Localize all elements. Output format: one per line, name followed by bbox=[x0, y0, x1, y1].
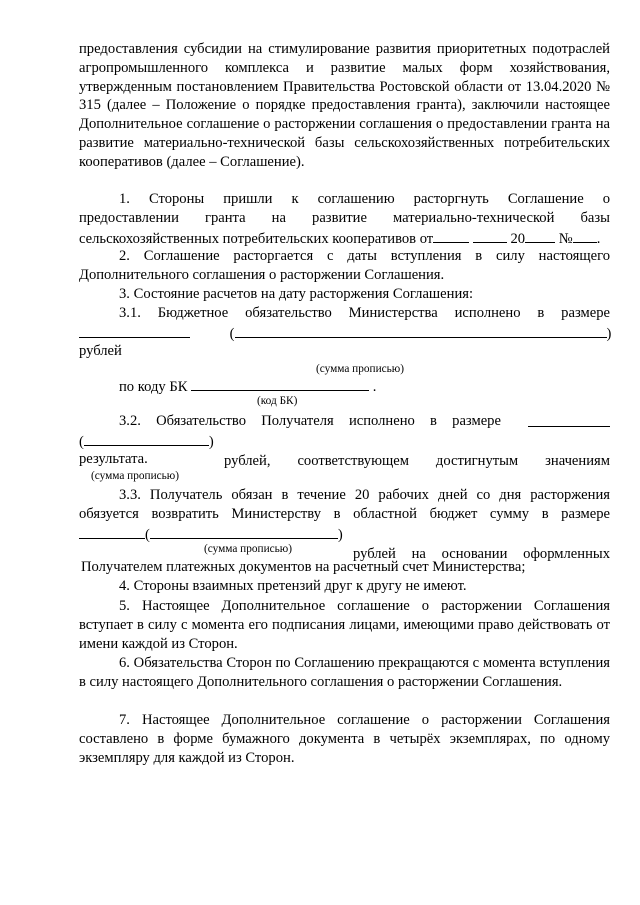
item-1-line-1: 1. Стороны пришли к соглашению расторгнуть Соглашение о bbox=[119, 191, 610, 207]
item-3-1-line-2: ( ) bbox=[79, 323, 610, 344]
date-day-blank[interactable] bbox=[433, 228, 469, 243]
item-6-paragraph: 6. Обязательства Сторон по Соглашению прекращаются с момента вступления в силу настоящего Дополнительного соглашения о расторжении Соглашения. bbox=[79, 655, 610, 690]
budget-amount-blank[interactable] bbox=[79, 323, 190, 338]
item-3-heading: 3. Состояние расчетов на дату расторжения Соглашения: bbox=[119, 286, 474, 302]
item-3-2-line-2: ( ) рублей, соответствующем достигнутым значениям bbox=[79, 431, 610, 452]
item-3-1-rub: рублей bbox=[79, 343, 122, 359]
caption-amount-in-words: (сумма прописью) bbox=[316, 363, 404, 375]
caption-amount-in-words-3: (сумма прописью) bbox=[204, 543, 292, 555]
date-month-blank[interactable] bbox=[473, 228, 507, 243]
caption-amount-in-words-2: (сумма прописью) bbox=[91, 470, 179, 482]
budget-amount-words-blank[interactable] bbox=[235, 323, 607, 338]
recipient-amount-blank[interactable] bbox=[528, 412, 610, 427]
item-3-2-line-1: 3.2. Обязательство Получателя исполнено в размере bbox=[119, 412, 610, 431]
item-3-2-line-3: результата. bbox=[79, 451, 148, 467]
item-3-3-line-3: ( ) рублей на основании оформленных bbox=[79, 524, 610, 545]
item-7-paragraph: 7. Настоящее Дополнительное соглашение о расторжении Соглашения составлено в форме бумажного документа в четырёх экземплярах, по одному экземпляру для каждой из Сторон. bbox=[79, 712, 610, 766]
intro-paragraph: предоставления субсидии на стимулирование развития приоритетных подотраслей агропромышленного комплекса и развитие малых форм хозяйствования, утвержденным постановлением Правительства Ростовской области от 13.04.2020 № 315 (далее – Положение о порядке предоставления гранта), заключили настоящее Дополнительное соглашение о расторжении соглашения о предоставлении гранта на развитие материально-технической базы сельскохозяйственных потребительских кооперативов (далее – Соглашение). bbox=[79, 41, 610, 170]
item-3-3-paragraph: 3.3. Получатель обязан в течение 20 рабочих дней со дня расторжения обязуется возвратить Министерству в областной бюджет сумму в размере bbox=[79, 487, 610, 522]
kbk-line: по коду БК . bbox=[119, 376, 640, 397]
refund-amount-words-blank[interactable] bbox=[150, 524, 338, 539]
caption-kbk: (код БК) bbox=[257, 395, 298, 407]
item-4-paragraph: 4. Стороны взаимных претензий друг к другу не имеют. bbox=[119, 578, 467, 594]
item-2-paragraph: 2. Соглашение расторгается с даты вступления в силу настоящего Дополнительного соглашения о расторжении Соглашения. bbox=[79, 248, 610, 283]
item-5-paragraph: 5. Настоящее Дополнительное соглашение о расторжении Соглашения вступает в силу с момента его подписания лицами, имеющими право действовать от имени каждой из Сторон. bbox=[79, 598, 610, 652]
refund-amount-blank[interactable] bbox=[79, 524, 145, 539]
recipient-amount-words-blank[interactable] bbox=[84, 431, 209, 446]
item-1-line-3: сельскохозяйственных потребительских кооперативов от 20 № . bbox=[79, 228, 610, 249]
item-3-3-line-4: Получателем платежных документов на расчетный счет Министерства; bbox=[81, 559, 526, 575]
date-year-blank[interactable] bbox=[525, 228, 555, 243]
kbk-code-blank[interactable] bbox=[191, 376, 369, 391]
item-1-line-2: предоставлении гранта на развитие материально-технической базы bbox=[79, 210, 610, 226]
item-3-1-line-1: 3.1. Бюджетное обязательство Министерства исполнено в размере bbox=[119, 305, 610, 321]
agreement-number-blank[interactable] bbox=[573, 228, 597, 243]
